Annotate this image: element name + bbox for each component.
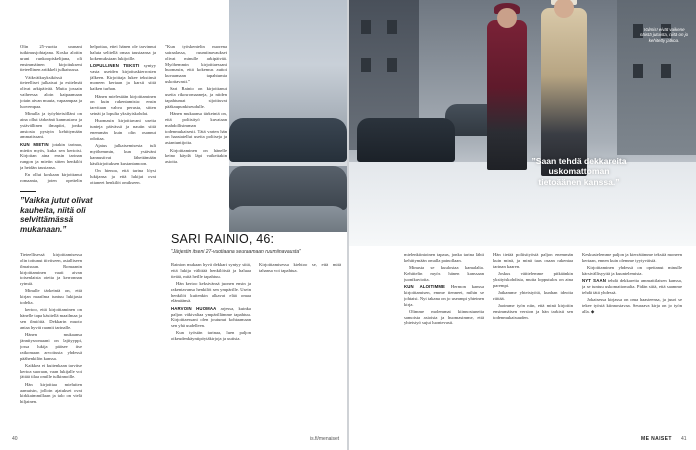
paragraph: Kirjoittaminen on hänelle keino käydä läpi vaikeitakin asioita. bbox=[165, 147, 227, 165]
photo-pull-quote: ”Saan tehdä dekkareita uskomattoman tietoäänen kanssa.” bbox=[531, 156, 627, 187]
paragraph: Minulla ja työyhteisölläni on aina ollut tärkeänä kannustava ja ystävällinen ilmapiiri, jonka ansiosta pystyin kehittymään ammatissani. bbox=[20, 111, 82, 140]
paragraph: Jaoimme työn niin, että minä kirjoitin ensimmäisen version ja hän tarkisti sen todenmukaisuuden. bbox=[493, 302, 573, 320]
lead-in: NYT SAAN bbox=[582, 278, 606, 284]
paragraph: arjessa, kuinka paljon väkivaltaa ympärillämme tapahtuu. Kirjoittaessani olen joutunut kohtaamaan sen yhä uudelleen. bbox=[171, 305, 251, 329]
paragraph: Kun työstän tarinaa, luen paljon oikeudenkäyntipöytäkirjoja ja uutisia. bbox=[171, 330, 251, 342]
paragraph: Minusta se kuulostaa kamalalta. Kehittelin myös hänen kanssaan juonikuvioita. bbox=[404, 265, 484, 282]
paragraph: ”Kun työskentelin nuorena sairaalassa, ruumiinavaukset olivat minulle arkipäivää. Myöhemmin kirjoittaessani huomasin, että kokemus auttoi kuvaamaan tapahtumia uskottavasti.” bbox=[165, 44, 227, 85]
paragraph: Joskus väittelemme pitkäänkin yksityiskohdista, mutta lopputulos on aina parempi. bbox=[493, 270, 573, 288]
paragraph: Hän tietää poliisityöstä paljon enemmän kuin minä, ja minä taas osaan rakentaa tarinan kaaren. bbox=[493, 252, 573, 269]
building-window bbox=[387, 58, 397, 72]
paragraph: Ajatus julkaisemisesta tuli myöhemmin, kun ystäväni kannustivat lähettämään käsikirjoituksen kustantamoon. bbox=[90, 143, 156, 166]
paragraph: Sari Rainio on kirjoittanut useita rikosromaaneja, ja niiden tapahtumat sijoittuvat pääkaupunkiseudulle. bbox=[165, 86, 227, 109]
left-column-3-top bbox=[165, 44, 227, 226]
right-column-2 bbox=[493, 252, 573, 432]
paragraph: Hermon kanssa kirjoittamisen, emme tienneet, mihin se johtaisi. Nyt takana on jo useampi yhteinen kirja. bbox=[404, 284, 484, 307]
paragraph: Huomasin kirjoittavani useita tunteja päivässä ja nautin siitä enemmän kuin olin osannut odottaa. bbox=[90, 118, 156, 141]
paragraph: Tieteellisessä kirjoittamisessa olin tottunut tiiviiseen, asialliseen ilmaisuun. Romaanin kirjoittaminen vaati aivan toisenlaista otetta ja kerronnan rytmiä. bbox=[20, 252, 82, 287]
paragraph: Keskustelemme paljon ja kierrätämme tekstiä moneen kertaan, ennen kuin olemme tyytyväisiä. bbox=[582, 252, 682, 263]
paragraph: jotakin tarinaa, mietin myös, kuka sen kertoisi. Kirjoitan aina ensin tarinan rungon ja mietin sitten henkilöt ja heidän taustansa. bbox=[20, 141, 82, 171]
left-column-5 bbox=[259, 262, 341, 432]
paragraph: Rainion mukaan hyvä dekkari syntyy siitä, että lukija välittää henkilöistä ja haluaa tietää, mitä heille tapahtuu. bbox=[171, 262, 251, 279]
face bbox=[497, 8, 517, 28]
pull-quote-text: ”Vaikka jutut olivat kauheita, niitä oli selvittämässä mukanaan.” bbox=[20, 196, 93, 235]
right-page bbox=[349, 0, 696, 450]
magazine-name: ME NAISET bbox=[641, 436, 672, 442]
left-column-1-top bbox=[20, 44, 82, 184]
paragraph: syntyy vasta useiden kirjoituskierrosten jälkeen. Kirjoittaja lukee tekstinsä moneen kertaan ja karsii siitä kaiken turhan. bbox=[90, 62, 156, 92]
photo-caption: Valmis! eivät vaikene näistä jutuista, niitä on jo kehitetty jatkoa. bbox=[639, 27, 689, 43]
left-column-2 bbox=[90, 44, 156, 432]
paragraph: Väikväikuyksikössä tieteelliset julkaisut ja esitelmät olivat arkipäivää. Mutta jossain vaiheessa aloin kaipaamaan jotain aivan muuta, vapaampaa ja luovempaa. bbox=[20, 74, 82, 109]
page-number-left: 40 bbox=[12, 436, 18, 442]
author-profile-heading bbox=[171, 233, 341, 255]
man-in-white-hat bbox=[541, 8, 587, 176]
paragraph: Jatkamme yhteistyötä, kunhan ideoita riittää. bbox=[493, 289, 573, 301]
paragraph: On hienoa, että tarina löysi lukijansa ja että lukijat ovat ottaneet henkilöt omikseen. bbox=[90, 167, 156, 185]
paragraph: helpottaa, ettei hänen ole tarvinnut haluta selitellä omaa taustaansa ja kokemuksiaan lukijoille. bbox=[90, 44, 156, 61]
building-window bbox=[361, 58, 371, 72]
paragraph: Hän kirjoittaa mieluiten aamuisin, jolloin ajatukset ovat kirkkaimmillaan ja talo on vielä hiljainen. bbox=[20, 381, 82, 405]
left-page bbox=[0, 0, 347, 450]
paragraph: Kirjoittamisessa kiehtoo se, että mitä tahansa voi tapahtua. bbox=[259, 262, 341, 273]
street-photo-inset bbox=[229, 0, 347, 232]
paragraph: Hänen mukaansa tärkeintä on, että poliisityö kuvataan mahdollisimman todenmukaisesti. Tätä varten hän on haastatellut useita poliiseja ja asiantuntijoita. bbox=[165, 111, 227, 146]
paragraph: Minulle tärkeintä on, että kirjan maailma tuntuu lukijasta todelta. bbox=[20, 288, 82, 306]
parked-car bbox=[229, 166, 347, 210]
author-subtitle: ”Järjestin itseni 27-vuotiaana seuraamaan ruumiinavausta” bbox=[171, 249, 301, 255]
building-window bbox=[661, 64, 671, 78]
pull-quote bbox=[20, 191, 98, 235]
snowy-sidewalk bbox=[349, 162, 696, 246]
lead-in: KUN MIETIN bbox=[20, 141, 49, 147]
lead-in: KUN ALOITIMME bbox=[404, 284, 446, 289]
parked-car bbox=[229, 118, 347, 162]
paragraph: Olimme molemmat kiinnostuneita samoista asioista ja huomasimme, että yhteistyö sujui luontevasti. bbox=[404, 308, 484, 326]
building-window bbox=[361, 20, 371, 34]
lead-in: LOPULLINEN TEKSTI bbox=[90, 62, 140, 68]
paragraph: Kaikkea ei kuitenkaan tarvitse kertoa suoraan, vaan lukijalle voi jättää tilaa omille tulkinnoille. bbox=[20, 362, 82, 380]
paragraph: Hän kertoo keksivänsä juonen ensin ja rakentavansa henkilöt sen ympärille. Usein henkilöt kuitenkin alkavat elää omaa elämäänsä. bbox=[171, 280, 251, 304]
paragraph: Hänen mielestään kirjoittaminen on kuin rakentamista: ensin tarvitaan vahva perusta, sitten seinät ja lopulta yksityiskohdat. bbox=[90, 93, 156, 117]
lead-in: HARVOIN HUOMAA bbox=[171, 305, 217, 311]
right-column-3 bbox=[582, 252, 682, 432]
quote-rule bbox=[20, 191, 36, 192]
magazine-name-footer bbox=[641, 436, 672, 442]
building-window bbox=[387, 20, 397, 34]
paragraph: Hänen mukaansa jännitysromaani on lajityyppi, jossa lukija pääsee itse ratkomaan arvoitusta yhdessä päähenkilön kanssa. bbox=[20, 332, 82, 361]
paragraph: kertoo, että kirjoittaminen on hänelle tapa käsitellä maailmaa ja sen ilmiöitä. Dekkarin muoto antaa hyvät raamit tarinalle. bbox=[20, 307, 82, 330]
paragraph: En ollut koskaan kirjoittanut romaania, joten opettelin bbox=[20, 172, 82, 184]
building bbox=[617, 0, 696, 155]
couple-street-photo bbox=[349, 0, 696, 246]
paragraph: Olin 25-vuotta uranani tutkimusjohtajana. Koska aloitin urani runkoopiskelijana, oli ensimmäinen kirjoitukseni tieteellinen artikkeli julkaisussa. bbox=[20, 44, 82, 73]
author-name: SARI RAINIO, 46: bbox=[171, 232, 275, 246]
left-column-1-bottom bbox=[20, 252, 82, 432]
building-window bbox=[633, 64, 643, 78]
left-column-4 bbox=[171, 262, 251, 432]
paragraph: tehdä dekkareita ammattilaisen kanssa, ja se tuntuu uskomattomalta. Pidän siitä, että saamme tehdä tätä yhdessä. bbox=[582, 278, 682, 295]
parked-car bbox=[357, 118, 455, 162]
paragraph: Jokaisessa kirjassa on oma haasteensa, ja juuri se tekee työstä kiinnostavaa. Seuraava kirja on jo työn alla. ◆ bbox=[582, 297, 682, 314]
parked-car bbox=[229, 206, 347, 232]
woman-in-red-hat bbox=[487, 20, 527, 170]
page-number-right: 41 bbox=[681, 436, 687, 442]
website-footer: is.fi/menaiset bbox=[310, 436, 340, 442]
right-column-1 bbox=[404, 252, 484, 432]
paragraph: Kirjoittaminen yhdessä on opettanut minulle kärsivällisyyttä ja kuuntelemista. bbox=[582, 265, 682, 276]
paragraph: mielenkiintoinen tapaus, jonka tarina lähti kehittymään omalla painollaan. bbox=[404, 252, 484, 263]
